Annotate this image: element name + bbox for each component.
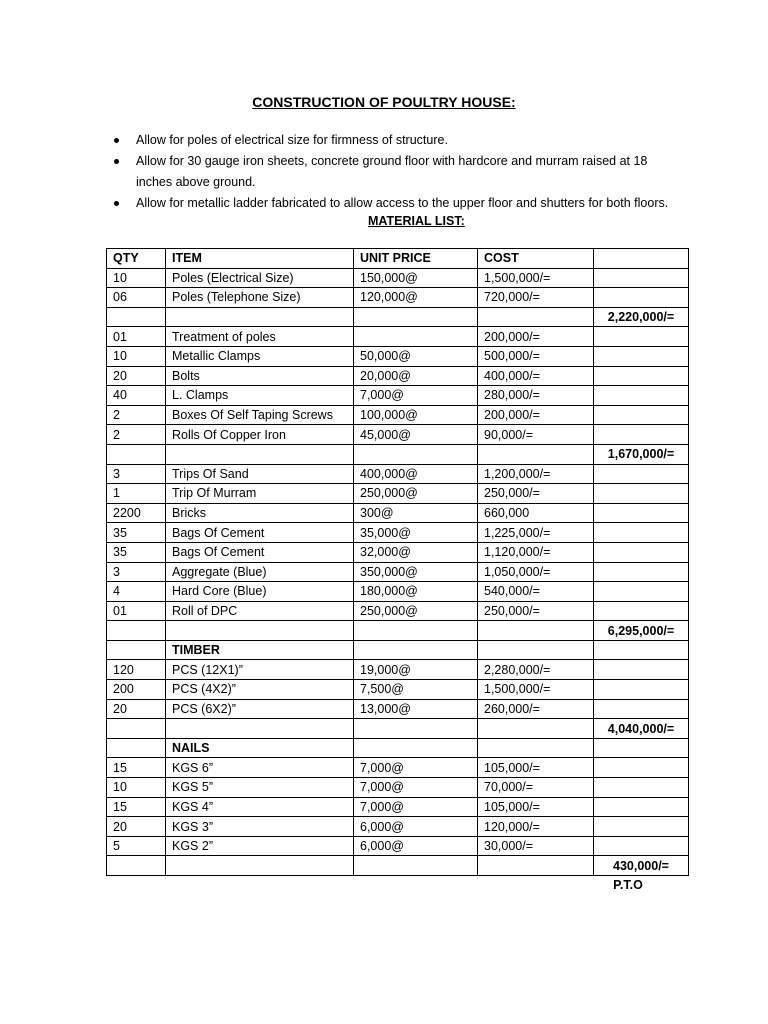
cell-unit-price: 32,000@ bbox=[354, 542, 478, 562]
cell-cost: 90,000/= bbox=[478, 425, 594, 445]
cell-cost: 120,000/= bbox=[478, 817, 594, 837]
cell-item bbox=[166, 307, 354, 327]
cell-cost bbox=[478, 621, 594, 641]
table-row bbox=[107, 601, 689, 621]
cell-subtotal bbox=[594, 542, 689, 562]
cell-item: Rolls Of Copper Iron bbox=[166, 425, 354, 445]
cell-cost: 30,000/= bbox=[478, 836, 594, 856]
bullet-item: Allow for poles of electrical size for firmness of structure. bbox=[112, 130, 672, 151]
cell-item: KGS 6” bbox=[166, 758, 354, 778]
cell-subtotal: 4,040,000/= bbox=[594, 719, 689, 739]
table-row bbox=[107, 582, 689, 602]
cell-item: KGS 4” bbox=[166, 797, 354, 817]
cell-subtotal bbox=[594, 425, 689, 445]
cell-qty: 20 bbox=[107, 817, 166, 837]
cell-subtotal bbox=[594, 562, 689, 582]
cell-qty: 10 bbox=[107, 778, 166, 798]
cell-unit-price: 6,000@ bbox=[354, 836, 478, 856]
cell-unit-price bbox=[354, 719, 478, 739]
cell-cost: 260,000/= bbox=[478, 699, 594, 719]
header-qty: QTY bbox=[107, 249, 166, 269]
table-row bbox=[107, 778, 689, 798]
table-row bbox=[107, 797, 689, 817]
cell-item: Trips Of Sand bbox=[166, 464, 354, 484]
cell-unit-price: 250,000@ bbox=[354, 601, 478, 621]
table-row bbox=[107, 680, 689, 700]
cell-item: PCS (4X2)” bbox=[166, 680, 354, 700]
cell-cost: 70,000/= bbox=[478, 778, 594, 798]
cell-item: TIMBER bbox=[166, 640, 354, 660]
cell-subtotal bbox=[594, 758, 689, 778]
cell-cost: 250,000/= bbox=[478, 484, 594, 504]
cell-subtotal bbox=[594, 738, 689, 758]
cell-unit-price: 120,000@ bbox=[354, 288, 478, 308]
cell-subtotal: 6,295,000/= bbox=[594, 621, 689, 641]
table-row bbox=[107, 699, 689, 719]
cell-subtotal bbox=[594, 327, 689, 347]
cell-unit-price: 150,000@ bbox=[354, 268, 478, 288]
cell-unit-price: 50,000@ bbox=[354, 346, 478, 366]
cell-qty bbox=[107, 719, 166, 739]
cell-cost: 280,000/= bbox=[478, 386, 594, 406]
table-row bbox=[107, 425, 689, 445]
cell-subtotal bbox=[594, 503, 689, 523]
cell-subtotal bbox=[594, 660, 689, 680]
cell-item bbox=[166, 621, 354, 641]
cell-item: Treatment of poles bbox=[166, 327, 354, 347]
header-unit-price: UNIT PRICE bbox=[354, 249, 478, 269]
cell-qty: 40 bbox=[107, 386, 166, 406]
bullet-list bbox=[112, 130, 672, 214]
cell-qty: 4 bbox=[107, 582, 166, 602]
cell-item: Bricks bbox=[166, 503, 354, 523]
table-row bbox=[107, 288, 689, 308]
cell-qty bbox=[107, 621, 166, 641]
cell-subtotal: 2,220,000/= bbox=[594, 307, 689, 327]
subtotal-row bbox=[107, 856, 689, 876]
cell-cost: 720,000/= bbox=[478, 288, 594, 308]
cell-subtotal bbox=[594, 268, 689, 288]
cell-item: Bags Of Cement bbox=[166, 542, 354, 562]
cell-item: NAILS bbox=[166, 738, 354, 758]
cell-unit-price: 35,000@ bbox=[354, 523, 478, 543]
bullet-item: Allow for metallic ladder fabricated to allow access to the upper floor and shutters for both floors. bbox=[112, 193, 672, 214]
table-row bbox=[107, 503, 689, 523]
cell-unit-price: 7,000@ bbox=[354, 386, 478, 406]
cell-qty: 2 bbox=[107, 425, 166, 445]
document-title: CONSTRUCTION OF POULTRY HOUSE: bbox=[252, 94, 516, 110]
cell-unit-price: 350,000@ bbox=[354, 562, 478, 582]
cell-qty bbox=[107, 856, 166, 876]
cell-subtotal bbox=[594, 523, 689, 543]
cell-qty bbox=[107, 444, 166, 464]
cell-subtotal bbox=[594, 836, 689, 856]
cell-cost: 1,050,000/= bbox=[478, 562, 594, 582]
table-row bbox=[107, 562, 689, 582]
cell-item: Roll of DPC bbox=[166, 601, 354, 621]
material-list-heading: MATERIAL LIST: bbox=[368, 214, 465, 228]
cell-unit-price bbox=[354, 444, 478, 464]
cell-item: Metallic Clamps bbox=[166, 346, 354, 366]
table-row bbox=[107, 346, 689, 366]
table-row bbox=[107, 836, 689, 856]
cell-subtotal bbox=[594, 601, 689, 621]
cell-qty: 15 bbox=[107, 758, 166, 778]
cell-unit-price: 7,000@ bbox=[354, 758, 478, 778]
cell-item: Poles (Telephone Size) bbox=[166, 288, 354, 308]
cell-unit-price: 400,000@ bbox=[354, 464, 478, 484]
table-row bbox=[107, 817, 689, 837]
cell-subtotal bbox=[594, 797, 689, 817]
cell-subtotal: 1,670,000/= bbox=[594, 444, 689, 464]
cell-item bbox=[166, 444, 354, 464]
cell-qty: 20 bbox=[107, 699, 166, 719]
subtotal-row bbox=[107, 719, 689, 739]
bullet-item: Allow for 30 gauge iron sheets, concrete ground floor with hardcore and murram raised at 18 inches above ground. bbox=[112, 151, 672, 193]
cell-subtotal bbox=[594, 405, 689, 425]
section-row bbox=[107, 738, 689, 758]
cell-cost bbox=[478, 856, 594, 876]
cell-cost: 105,000/= bbox=[478, 758, 594, 778]
cell-unit-price: 300@ bbox=[354, 503, 478, 523]
header-item: ITEM bbox=[166, 249, 354, 269]
cell-qty: 10 bbox=[107, 268, 166, 288]
cell-cost: 1,500,000/= bbox=[478, 268, 594, 288]
cell-unit-price bbox=[354, 307, 478, 327]
subtotal-row bbox=[107, 307, 689, 327]
cell-qty: 35 bbox=[107, 542, 166, 562]
cell-item: Bolts bbox=[166, 366, 354, 386]
header-total bbox=[594, 249, 689, 269]
cell-unit-price bbox=[354, 738, 478, 758]
cell-item bbox=[166, 856, 354, 876]
pto-note: P.T.O bbox=[613, 878, 643, 892]
cell-cost: 105,000/= bbox=[478, 797, 594, 817]
table-header-row bbox=[107, 249, 689, 269]
cell-unit-price bbox=[354, 856, 478, 876]
cell-cost: 540,000/= bbox=[478, 582, 594, 602]
cell-unit-price: 180,000@ bbox=[354, 582, 478, 602]
cell-unit-price: 7,500@ bbox=[354, 680, 478, 700]
cell-subtotal bbox=[594, 817, 689, 837]
cell-unit-price: 19,000@ bbox=[354, 660, 478, 680]
cell-subtotal bbox=[594, 680, 689, 700]
cell-cost bbox=[478, 444, 594, 464]
cell-item: Bags Of Cement bbox=[166, 523, 354, 543]
material-table bbox=[106, 248, 689, 876]
cell-qty: 3 bbox=[107, 562, 166, 582]
cell-qty: 200 bbox=[107, 680, 166, 700]
cell-subtotal bbox=[594, 288, 689, 308]
table-row bbox=[107, 758, 689, 778]
cell-cost: 1,500,000/= bbox=[478, 680, 594, 700]
cell-subtotal: 430,000/= bbox=[594, 856, 689, 876]
table-row bbox=[107, 386, 689, 406]
table-row bbox=[107, 268, 689, 288]
cell-item: PCS (6X2)” bbox=[166, 699, 354, 719]
cell-qty: 01 bbox=[107, 327, 166, 347]
cell-unit-price: 20,000@ bbox=[354, 366, 478, 386]
table-row bbox=[107, 484, 689, 504]
table-row bbox=[107, 542, 689, 562]
cell-subtotal bbox=[594, 366, 689, 386]
cell-subtotal bbox=[594, 346, 689, 366]
cell-qty: 120 bbox=[107, 660, 166, 680]
cell-item: Boxes Of Self Taping Screws bbox=[166, 405, 354, 425]
cell-cost: 200,000/= bbox=[478, 327, 594, 347]
table-row bbox=[107, 405, 689, 425]
cell-cost: 200,000/= bbox=[478, 405, 594, 425]
cell-item: KGS 5” bbox=[166, 778, 354, 798]
cell-qty bbox=[107, 738, 166, 758]
table-row bbox=[107, 366, 689, 386]
cell-unit-price: 250,000@ bbox=[354, 484, 478, 504]
cell-unit-price: 6,000@ bbox=[354, 817, 478, 837]
cell-item: Trip Of Murram bbox=[166, 484, 354, 504]
cell-cost: 1,200,000/= bbox=[478, 464, 594, 484]
cell-item: Poles (Electrical Size) bbox=[166, 268, 354, 288]
cell-cost bbox=[478, 307, 594, 327]
cell-qty bbox=[107, 640, 166, 660]
cell-subtotal bbox=[594, 699, 689, 719]
cell-unit-price: 7,000@ bbox=[354, 778, 478, 798]
cell-item bbox=[166, 719, 354, 739]
cell-cost: 400,000/= bbox=[478, 366, 594, 386]
cell-unit-price: 13,000@ bbox=[354, 699, 478, 719]
cell-qty: 06 bbox=[107, 288, 166, 308]
subtotal-row bbox=[107, 444, 689, 464]
cell-unit-price: 45,000@ bbox=[354, 425, 478, 445]
cell-item: L. Clamps bbox=[166, 386, 354, 406]
cell-subtotal bbox=[594, 386, 689, 406]
cell-qty: 1 bbox=[107, 484, 166, 504]
table-row bbox=[107, 464, 689, 484]
cell-qty: 2 bbox=[107, 405, 166, 425]
cell-qty: 3 bbox=[107, 464, 166, 484]
cell-qty: 2200 bbox=[107, 503, 166, 523]
cell-subtotal bbox=[594, 484, 689, 504]
cell-cost: 1,120,000/= bbox=[478, 542, 594, 562]
cell-cost: 250,000/= bbox=[478, 601, 594, 621]
cell-item: KGS 2” bbox=[166, 836, 354, 856]
subtotal-row bbox=[107, 621, 689, 641]
table-row bbox=[107, 660, 689, 680]
cell-subtotal bbox=[594, 464, 689, 484]
cell-qty: 10 bbox=[107, 346, 166, 366]
cell-qty: 20 bbox=[107, 366, 166, 386]
cell-unit-price bbox=[354, 640, 478, 660]
cell-cost: 2,280,000/= bbox=[478, 660, 594, 680]
cell-cost: 1,225,000/= bbox=[478, 523, 594, 543]
cell-qty: 35 bbox=[107, 523, 166, 543]
cell-subtotal bbox=[594, 640, 689, 660]
cell-qty bbox=[107, 307, 166, 327]
cell-qty: 01 bbox=[107, 601, 166, 621]
cell-unit-price bbox=[354, 327, 478, 347]
section-row bbox=[107, 640, 689, 660]
cell-item: PCS (12X1)” bbox=[166, 660, 354, 680]
cell-cost: 660,000 bbox=[478, 503, 594, 523]
cell-cost bbox=[478, 738, 594, 758]
cell-item: Hard Core (Blue) bbox=[166, 582, 354, 602]
cell-qty: 15 bbox=[107, 797, 166, 817]
cell-unit-price bbox=[354, 621, 478, 641]
cell-cost: 500,000/= bbox=[478, 346, 594, 366]
table-row bbox=[107, 327, 689, 347]
header-cost: COST bbox=[478, 249, 594, 269]
cell-qty: 5 bbox=[107, 836, 166, 856]
cell-unit-price: 7,000@ bbox=[354, 797, 478, 817]
cell-cost bbox=[478, 719, 594, 739]
table-row bbox=[107, 523, 689, 543]
cell-unit-price: 100,000@ bbox=[354, 405, 478, 425]
cell-item: KGS 3” bbox=[166, 817, 354, 837]
cell-item: Aggregate (Blue) bbox=[166, 562, 354, 582]
cell-subtotal bbox=[594, 582, 689, 602]
cell-cost bbox=[478, 640, 594, 660]
cell-subtotal bbox=[594, 778, 689, 798]
